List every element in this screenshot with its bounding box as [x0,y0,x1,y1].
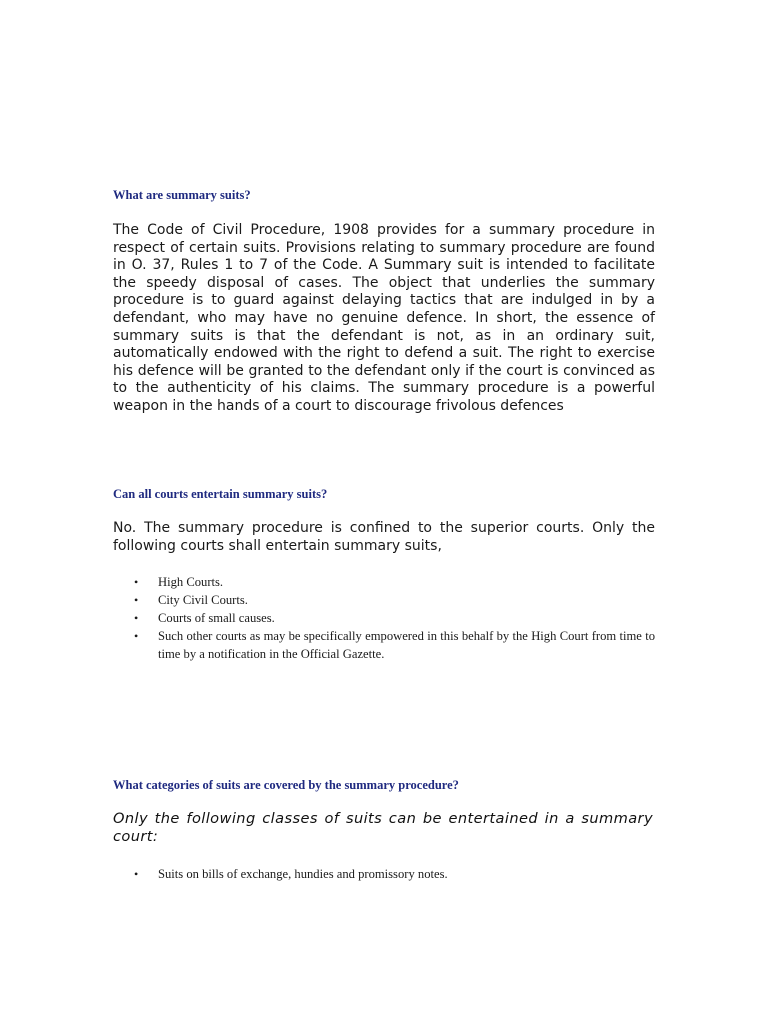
bullet-icon: • [134,867,139,881]
paragraph-courts: No. The summary procedure is confined to the superior courts. Only the following courts shall entertain summary suits, [113,520,655,554]
paragraph-categories: Only the following classes of suits can be entertained in a summary court: [113,810,653,845]
list-item: • Such other courts as may be specifically empowered in this behalf by the High Court from time to time by a notification in the Official Gazette. [134,629,655,661]
list-item: • City Civil Courts. [134,593,248,607]
heading-categories: What categories of suits are covered by the summary procedure? [113,778,459,792]
bullet-icon: • [134,593,139,607]
list-item: • Courts of small causes. [134,611,275,625]
list-item: • High Courts. [134,575,224,589]
heading-summary-suits: What are summary suits? [113,188,251,202]
bullet-icon: • [134,575,139,589]
list-item: • Suits on bills of exchange, hundies and promissory notes. [134,867,448,881]
paragraph-summary-suits: The Code of Civil Procedure, 1908 provides for a summary procedure in respect of certain suits. Provisions relating to summary procedure are found in O. 37, Rules 1 to 7 of the Code. A Summary suit is intended to facilitate the speedy disposal of cases. The object that underlies the summary procedure is to guard against delaying tactics that are indulged in by a defendant, who may have no genuine defence. In short, the essence of summary suits is that the defendant is not, as in an ordinary suit, automatically endowed with the right to defend a suit. The right to exercise his defence will be granted to the defendant only if the court is convinced as to the authenticity of his claims. The summary procedure is a powerful weapon in the hands of a court to discourage frivolous defences [113,222,655,414]
courts-list [113,573,655,663]
bullet-icon: • [134,629,139,643]
bullet-icon: • [134,611,139,625]
heading-courts: Can all courts entertain summary suits? [113,487,328,501]
categories-list [113,865,655,883]
